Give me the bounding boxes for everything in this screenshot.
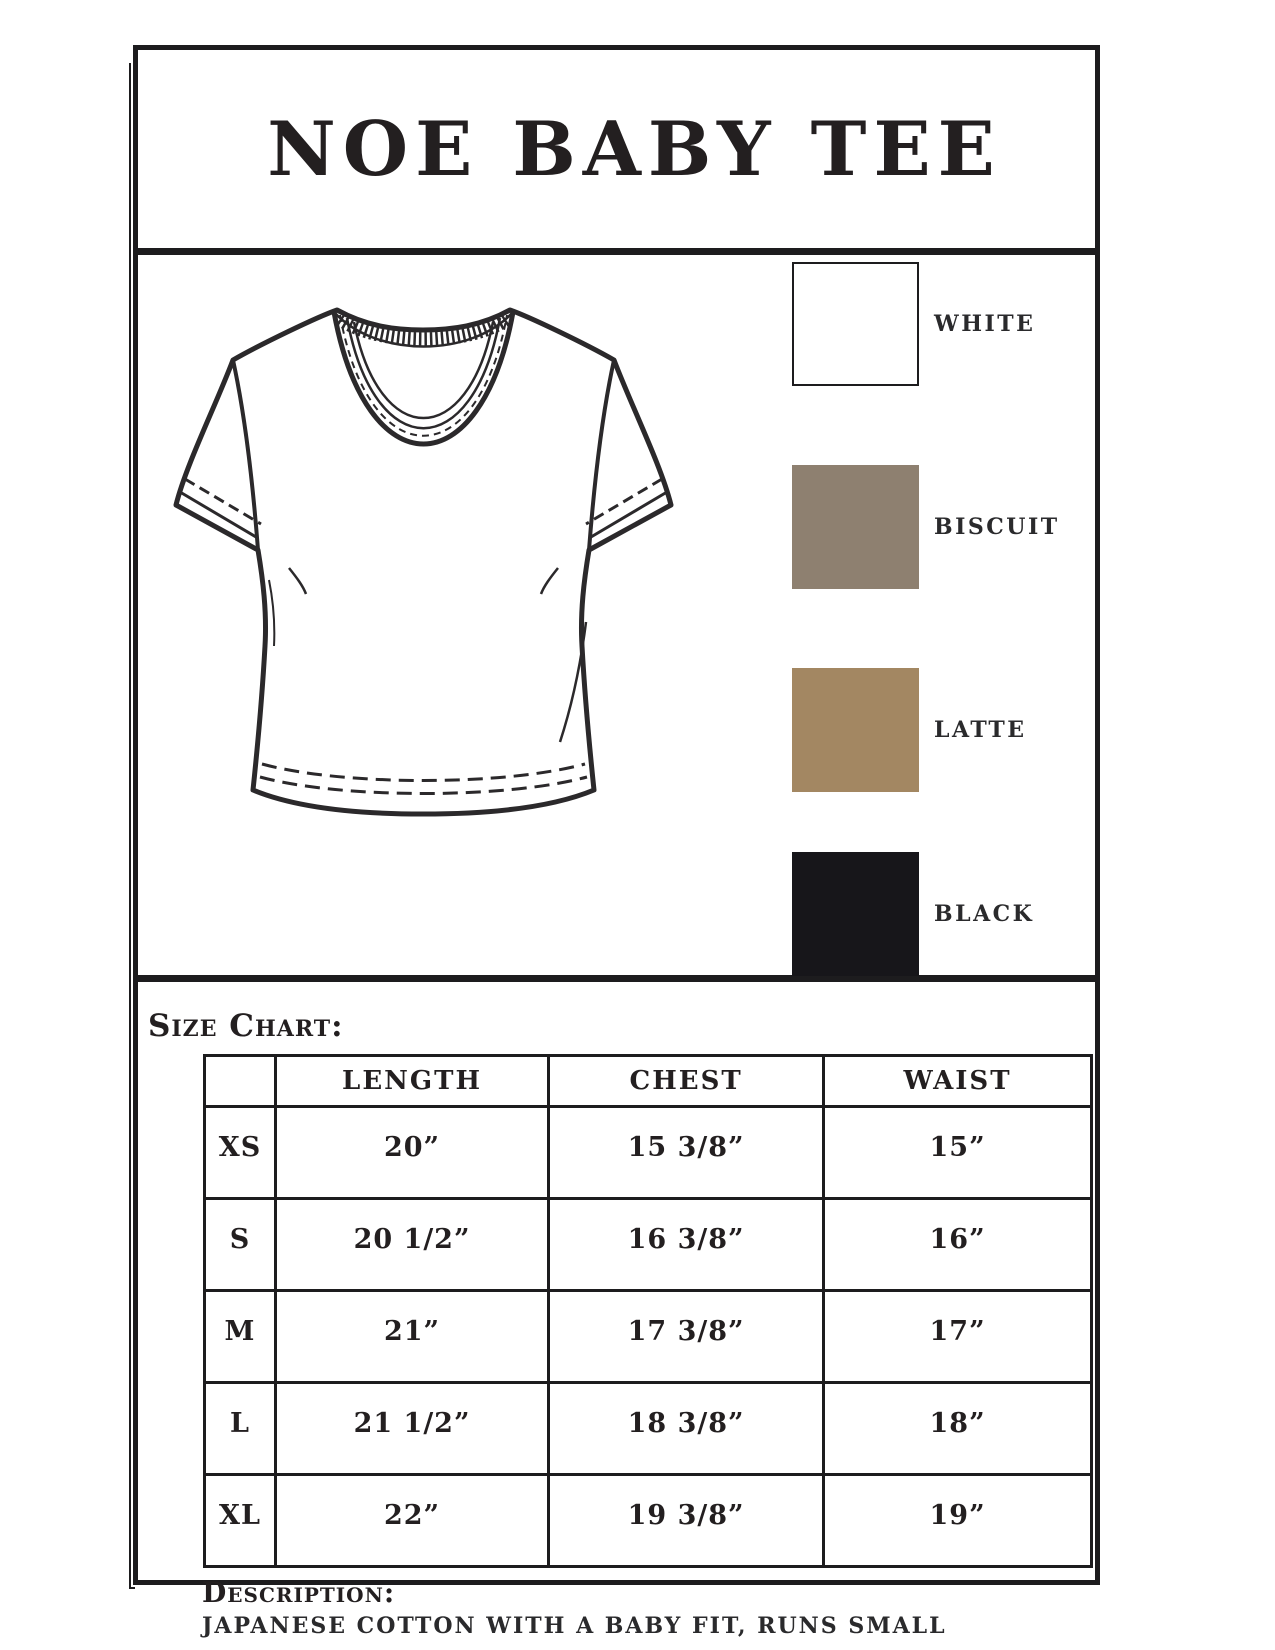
chest-value: 17 3/8”	[549, 1291, 824, 1383]
bust-dart-right	[541, 568, 558, 594]
armhole-seam-left	[233, 360, 258, 550]
color-label-black: BLACK	[934, 901, 1035, 927]
description-heading: Description:	[202, 1576, 396, 1609]
sheet-frame	[133, 45, 1100, 1639]
colorway-item-biscuit	[792, 465, 1060, 589]
color-swatch-latte	[792, 668, 919, 792]
size-label: XS	[205, 1107, 276, 1199]
size-row-l	[205, 1383, 1092, 1475]
size-label: S	[205, 1199, 276, 1291]
waist-value: 15”	[824, 1107, 1092, 1199]
length-value: 20”	[275, 1107, 548, 1199]
size-chart-heading: Size Chart:	[148, 1008, 344, 1044]
colorway-item-white	[792, 262, 1035, 386]
size-label: M	[205, 1291, 276, 1383]
size-row-xl	[205, 1475, 1092, 1567]
size-row-m	[205, 1291, 1092, 1383]
chest-value: 16 3/8”	[549, 1199, 824, 1291]
size-chart-header-row	[205, 1056, 1092, 1107]
product-title: NOE BABY TEE	[267, 105, 1002, 193]
bust-dart-left	[289, 568, 306, 594]
size-chart-section	[138, 1008, 1095, 1639]
colorway-item-black	[792, 852, 1034, 976]
col-header-chest: CHEST	[549, 1056, 824, 1107]
waist-value: 19”	[824, 1475, 1092, 1567]
color-label-biscuit: BISCUIT	[934, 514, 1060, 540]
corner-cell	[205, 1056, 276, 1107]
color-swatch-black	[792, 852, 919, 976]
col-header-waist: WAIST	[824, 1056, 1092, 1107]
waist-value: 17”	[824, 1291, 1092, 1383]
size-label: L	[205, 1383, 276, 1475]
size-row-s	[205, 1199, 1092, 1291]
length-value: 21 1/2”	[275, 1383, 548, 1475]
color-label-white: WHITE	[934, 311, 1036, 337]
tee-body-outline	[176, 310, 671, 814]
waist-value: 18”	[824, 1383, 1092, 1475]
side-drape-left	[269, 580, 274, 646]
col-header-length: LENGTH	[275, 1056, 548, 1107]
description-text: JAPANESE COTTON WITH A BABY FIT, RUNS SMALL	[202, 1613, 947, 1639]
length-value: 21”	[275, 1291, 548, 1383]
title-section	[138, 50, 1095, 255]
length-value: 22”	[275, 1475, 548, 1567]
bottom-hem-stitch-2	[262, 764, 585, 781]
chest-value: 18 3/8”	[549, 1383, 824, 1475]
chest-value: 15 3/8”	[549, 1107, 824, 1199]
size-chart-table	[203, 1054, 1093, 1568]
colorway-item-latte	[792, 668, 1027, 792]
illustration-section	[138, 255, 1095, 982]
length-value: 20 1/2”	[275, 1199, 548, 1291]
color-swatch-white	[792, 262, 919, 386]
color-swatch-biscuit	[792, 465, 919, 589]
size-label: XL	[205, 1475, 276, 1567]
waist-value: 16”	[824, 1199, 1092, 1291]
size-row-xs	[205, 1107, 1092, 1199]
baby-tee-sketch	[141, 250, 701, 930]
color-label-latte: LATTE	[934, 717, 1027, 743]
chest-value: 19 3/8”	[549, 1475, 824, 1567]
armhole-seam-right	[589, 360, 614, 550]
